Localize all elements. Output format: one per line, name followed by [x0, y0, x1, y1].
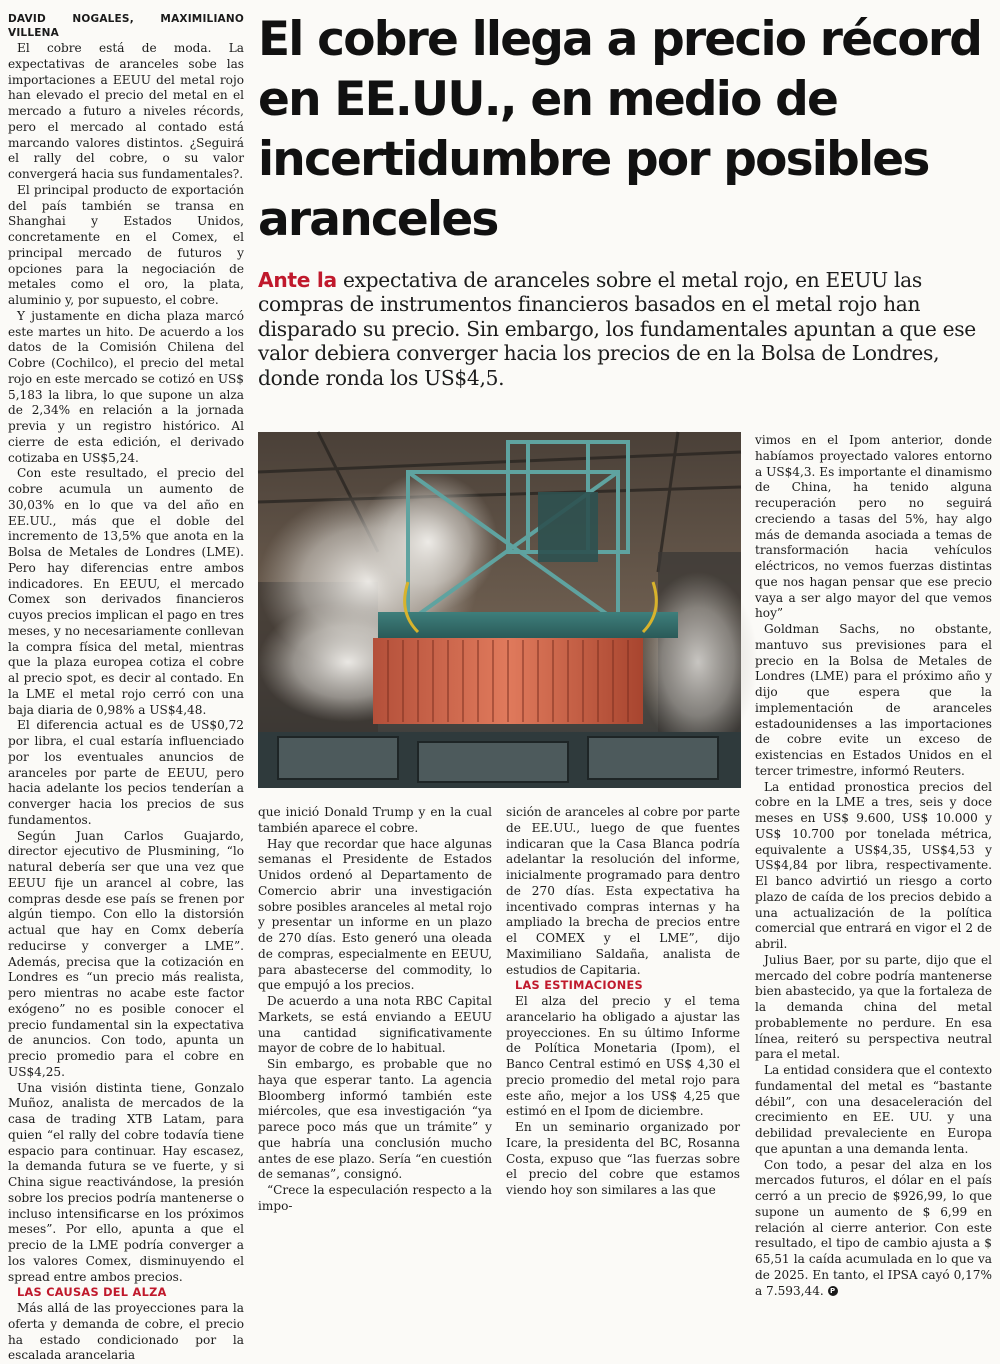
body-paragraph: La entidad pronostica precios del cobre en la LME a tres, seis y doce meses en US$ 9.600, US$ 10.000 y US$ 10.700 por tonelada métrica, equivalente a US$4,35, US$4,53 y US$4,84 por libra, respectivamente. El banco advirtió un riesgo a corto plazo de caída de los precios debido a una actualización de la política comercial que entrará en vigor el 2 de abril. [755, 779, 992, 951]
copper-cathodes-photo [258, 432, 741, 788]
lead-text: expectativa de aranceles sobre el metal rojo, en EEUU las compras de instrumentos financieros basados en el metal rojo han disparado su precio. Sin embargo, los fundamentales apuntan a que ese valor debiera converger hacia los precios de en la Bolsa de Londres, donde ronda los US$4,5. [258, 268, 976, 390]
lead-kicker: Ante la [258, 268, 337, 292]
lead-paragraph [258, 268, 993, 390]
closing-text: Con todo, a pesar del alza en los mercados futuros, el dólar en el país cerró a un precio de $926,99, lo que supone un aumento de $ 6,99 en relación al cierre anterior. Con este resultado, el tipo de cambio ajusta a $ 65,51 la caída acumulada en lo que va de 2025. En tanto, el IPSA cayó 0,17% a 7.593,44. [755, 1157, 992, 1298]
body-paragraph: Hay que recordar que hace algunas semanas el Presidente de Estados Unidos ordenó al Departamento de Comercio abrir una investigación sobre posibles aranceles al metal rojo y presentar un informe en un plazo de 270 días. Esto generó una oleada de compras, especialmente en EEUU, para abastecerse del commodity, lo que empujó a los precios. [258, 836, 492, 993]
byline: DAVID NOGALES, MAXIMILIANO VILLENA [8, 13, 244, 39]
section-subheading: LAS ESTIMACIONES [515, 979, 643, 993]
body-paragraph: Con este resultado, el precio del cobre acumula un aumento de 30,03% en lo que va del año en EE.UU., más que el doble del incremento de 13,5% que anota en la Bolsa de Metales de Londres (LME). Pero hay diferencias entre ambos indicadores. En EEUU, el mercado Comex son derivados financieros cuyos precios implican el pago en tres meses, y no necesariamente conllevan la compra física del metal, mientras que la plaza europea cotiza el cobre al precio spot, es decir al contado. En la LME el metal rojo cerró con una baja diaria de 0,98% a US$4,48. [8, 466, 244, 717]
body-paragraph: Según Juan Carlos Guajardo, director ejecutivo de Plusmining, “lo natural debería ser que una vez que EEUU fije un arancel al cobre, las compras desde ese país se frenen por algún tiempo. Con ello la distorsión actual que hay en Comx debería reducirse y converger a LME”. Además, precisa que la cotización en Londres es “un precio más realista, pero mientras no acabe este factor exógeno” no es posible conocer el precio fundamental sin la expectativa de anuncios. Con todo, apunta un precio promedio para el cobre en US$4,25. [8, 828, 244, 1079]
body-paragraph: vimos en el Ipom anterior, donde habíamos proyectado valores entorno a US$4,3. Es importante el dinamismo de China, ha tenido alguna recuperación pero no seguirá creciendo a tasas del 5%, hay algo más de demanda asociada a temas de transformación hacia vehículos eléctricos, no vemos fuerzas distintas que nos hagan pensar que ese precio vaya a ser algo mayor del que vemos hoy” [755, 433, 992, 621]
body-paragraph: Julius Baer, por su parte, dijo que el mercado del cobre podría mantenerse bien abastecido, ya que la fortaleza de la demanda china del metal probablemente no perdure. En esa línea, reiteró su perspectiva neutral para el metal. [755, 952, 992, 1062]
body-paragraph: El alza del precio y el tema arancelario ha obligado a ajustar las proyecciones. En su último Informe de Política Monetaria (Ipom), el Banco Central estimó en US$ 4,30 el precio promedio del metal rojo para este año, mejor a los US$ 4,25 que estimó en el Ipom de diciembre. [506, 994, 740, 1119]
end-of-article-mark: P [828, 1286, 838, 1296]
body-paragraph: Sin embargo, es probable que no haya que esperar tanto. La agencia Bloomberg informó también este miércoles, que esa investigación “ya parece poco más que un trámite” y que habría una conclusión mucho antes de ese plazo. Sería “en cuestión de semanas”, consignó. [258, 1057, 492, 1182]
article-column-4 [755, 433, 992, 1298]
section-subheading: LAS CAUSAS DEL ALZA [17, 1286, 167, 1300]
body-paragraph: Una visión distinta tiene, Gonzalo Muñoz, analista de mercados de la casa de trading XTB Latam, para quien “el rally del cobre todavía tiene espacio para continuar. Hay escasez, la demanda futura se ve fuerte, y si China sigue reactivándose, la presión sobre los precios podría mantenerse o incluso intensificarse en los próximos meses”. Por ello, apunta a que el precio de la LME podría converger a los valores Comex, disminuyendo el spread entre ambos precios. [8, 1080, 244, 1284]
article-column-2 [258, 805, 492, 1213]
body-paragraph: El cobre está de moda. La expectativas de aranceles sobe las importaciones a EEUU del metal rojo han elevado el precio del metal en el mercado a futuro a niveles récords, pero el mercado al contado está marcando valores distintos. ¿Seguirá el rally del cobre, o su valor convergerá hacia sus fundamentales?. [8, 41, 244, 181]
body-paragraph [755, 1158, 992, 1300]
body-paragraph: El diferencia actual es de US$0,72 por libra, el cual estaría influenciado por los eventuales anuncios de aranceles por parte de EEUU, pero hacia adelante los pecios tenderían a converger hacia los precios de sus fundamentos. [8, 718, 244, 827]
article-column-3 [506, 805, 740, 1197]
body-paragraph: De acuerdo a una nota RBC Capital Markets, se está enviando a EEUU una cantidad significativamente mayor de cobre de lo habitual. [258, 994, 492, 1056]
headline: El cobre llega a precio récord en EE.UU., en medio de incertidumbre por posibles aranceles [258, 12, 982, 247]
body-paragraph: Goldman Sachs, no obstante, mantuvo sus previsiones para el precio en la Bolsa de Metales de Londres (LME) para el próximo año y dijo que espera que la implementación de aranceles estadounidenses a las importaciones de cobre evite un exceso de existencias en Estados Unidos en el tercer trimestre, informó Reuters. [755, 622, 992, 778]
body-paragraph: Y justamente en dicha plaza marcó este martes un hito. De acuerdo a los datos de la Comisión Chilena del Cobre (Cochilco), el precio del metal rojo en este mercado se cotizó en US$ 5,183 la libra, lo que supone un alza de 2,34% en relación a la jornada previa y un registro histórico. Al cierre de esta edición, el derivado cotizaba en US$5,24. [8, 308, 244, 465]
article-column-1 [8, 12, 244, 1363]
body-paragraph: La entidad considera que el contexto fundamental del metal es “bastante débil”, con una desaceleración del crecimiento en EE. UU. y una debilidad prevaleciente en Europa que apuntan a una demanda lenta. [755, 1063, 992, 1156]
body-paragraph: que inició Donald Trump y en la cual también aparece el cobre. [258, 805, 492, 835]
body-paragraph: “Crece la especulación respecto a la impo- [258, 1183, 492, 1213]
body-paragraph: El principal producto de exportación del país también se transa en Shanghai y Estados Unidos, concretamente en el Comex, el principal mercado de futuros y opciones para la negociación de metales como el oro, la plata, aluminio y, por supuesto, el cobre. [8, 182, 244, 307]
body-paragraph: sición de aranceles al cobre por parte de EE.UU., luego de que fuentes indicaran que la Casa Blanca podría adelantar la resolución del informe, inicialmente programado para dentro de 270 días. Esta expectativa ha incentivado compras internas y ha ampliado la brecha de precios entre el COMEX y el LME”, dijo Maximiliano Saldaña, analista de estudios de Capitaria. [506, 805, 740, 977]
factory-illustration [258, 432, 741, 788]
body-paragraph: En un seminario organizado por Icare, la presidenta del BC, Rosanna Costa, expuso que “las fuerzas sobre el precio del cobre que estamos viendo hoy son similares a las que [506, 1120, 740, 1197]
body-paragraph: Más allá de las proyecciones para la oferta y demanda de cobre, el precio ha estado condicionado por la escalada arancelaria [8, 1301, 244, 1363]
